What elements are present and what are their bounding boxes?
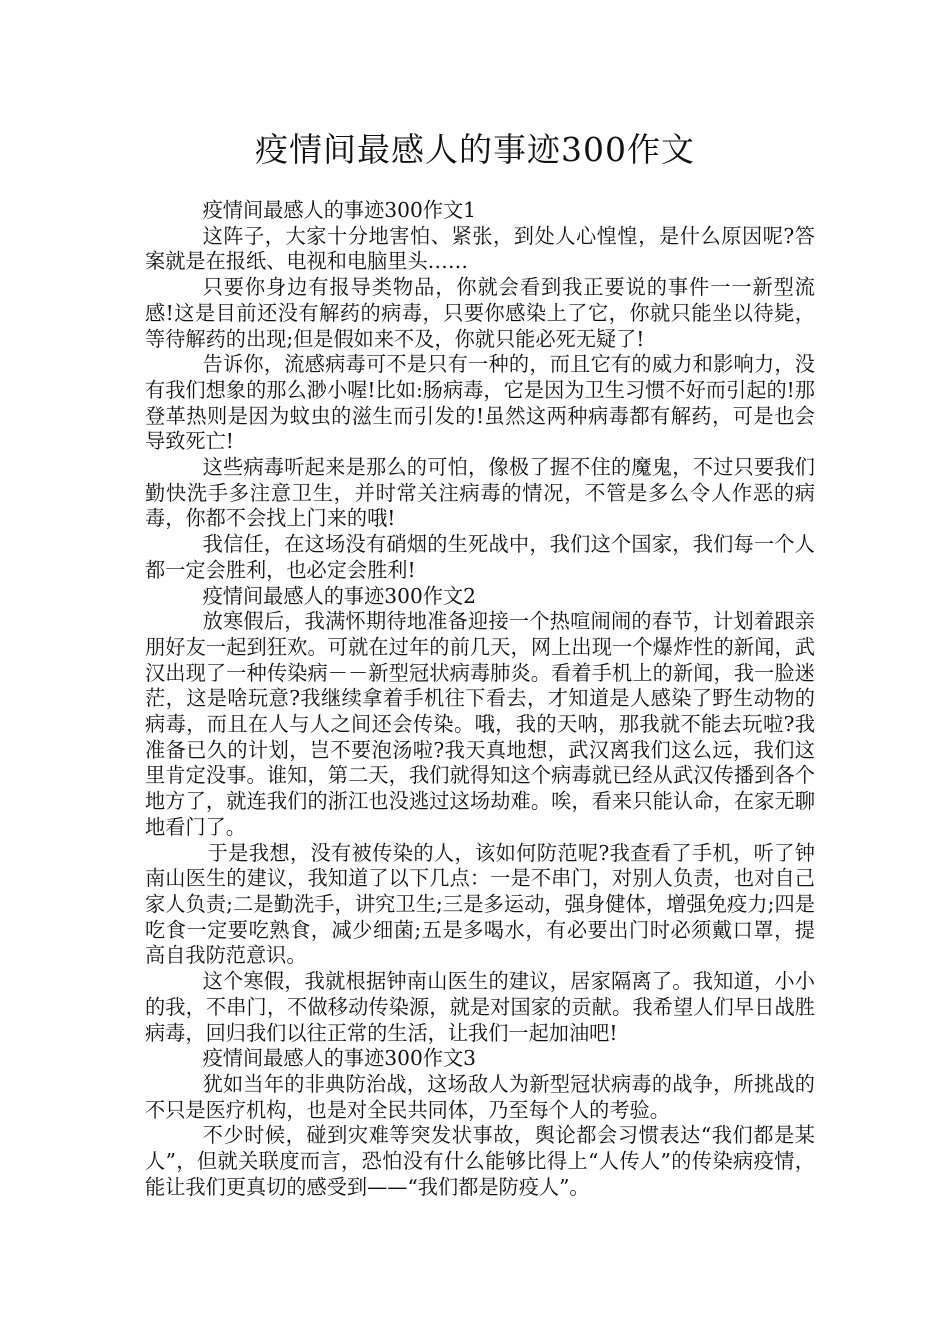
page-title: 疫情间最感人的事迹300作文 (255, 130, 695, 169)
paragraph: 这阵子，大家十分地害怕、紧张，到处人心惶惶，是什么原因呢?答案就是在报纸、电视和电脑里头…… (145, 223, 815, 274)
paragraph: 告诉你，流感病毒可不是只有一种的，而且它有的威力和影响力，没有我们想象的那么渺小喔!比如:肠病毒，它是因为卫生习惯不好而引起的!那登革热则是因为蚊虫的滋生而引发的!虽然这两种病毒都有解药，可是也会导致死亡! (145, 352, 815, 454)
paragraph: 只要你身边有报导类物品，你就会看到我正要说的事件一一新型流感!这是目前还没有解药的病毒，只要你感染上了它，你就只能坐以待毙，等待解药的出现;但是假如来不及，你就只能必死无疑了! (145, 275, 815, 351)
paragraph: 于是我想，没有被传染的人，该如何防范呢?我查看了手机，听了钟南山医生的建议，我知道了以下几点：一是不串门，对别人负责，也对自己家人负责;二是勤洗手，讲究卫生;三是多运动，强身健体，增强免疫力;四是吃食一定要吃熟食，减少细菌;五是多喝水，有必要出门时必须戴口罩，提高自我防范意识。 (145, 840, 815, 968)
section-heading-3: 疫情间最感人的事迹300作文3 (202, 1046, 477, 1071)
paragraph: 放寒假后，我满怀期待地准备迎接一个热喧闹闹的春节，计划着跟亲朋好友一起到狂欢。可就在过年的前几天，网上出现一个爆炸性的新闻，武汉出现了一种传染病－－新型冠状病毒肺炎。看着手机上的新闻，我一脸迷茫，这是啥玩意?我继续拿着手机往下看去，才知道是人感染了野生动物的病毒，而且在人与人之间还会传染。哦，我的天呐，那我就不能去玩啦?我准备已久的计划，岂不要泡汤啦?我天真地想，武汉离我们这么远，我们这里肯定没事。谁知，第二天，我们就得知这个病毒就已经从武汉传播到各个地方了，就连我们的浙江也没逃过这场劫难。唉，看来只能认命，在家无聊地看门了。 (145, 609, 815, 839)
section-heading-2: 疫情间最感人的事迹300作文2 (202, 583, 477, 608)
paragraph: 这些病毒听起来是那么的可怕，像极了握不住的魔鬼，不过只要我们勤快洗手多注意卫生，并时常关注病毒的情况，不管是多么令人作恶的病毒，你都不会找上门来的哦! (145, 455, 815, 531)
article-body (145, 198, 815, 1200)
paragraph: 不少时候，碰到灾难等突发状事故，舆论都会习惯表达“我们都是某人”，但就关联度而言，恐怕没有什么能够比得上“人传人”的传染病疫情，能让我们更真切的感受到——“我们都是防疫人”。 (145, 1123, 815, 1199)
paragraph: 这个寒假，我就根据钟南山医生的建议，居家隔离了。我知道，小小的我，不串门，不做移动传染源，就是对国家的贡献。我希望人们早日战胜病毒，回归我们以往正常的生活，让我们一起加油吧! (145, 969, 815, 1045)
paragraph: 犹如当年的非典防治战，这场敌人为新型冠状病毒的战争，所挑战的不只是医疗机构，也是对全民共同体，乃至每个人的考验。 (145, 1071, 815, 1122)
section-heading-1: 疫情间最感人的事迹300作文1 (202, 198, 477, 222)
paragraph: 我信任，在这场没有硝烟的生死战中，我们这个国家，我们每一个人都一定会胜利，也必定会胜利! (145, 532, 815, 582)
